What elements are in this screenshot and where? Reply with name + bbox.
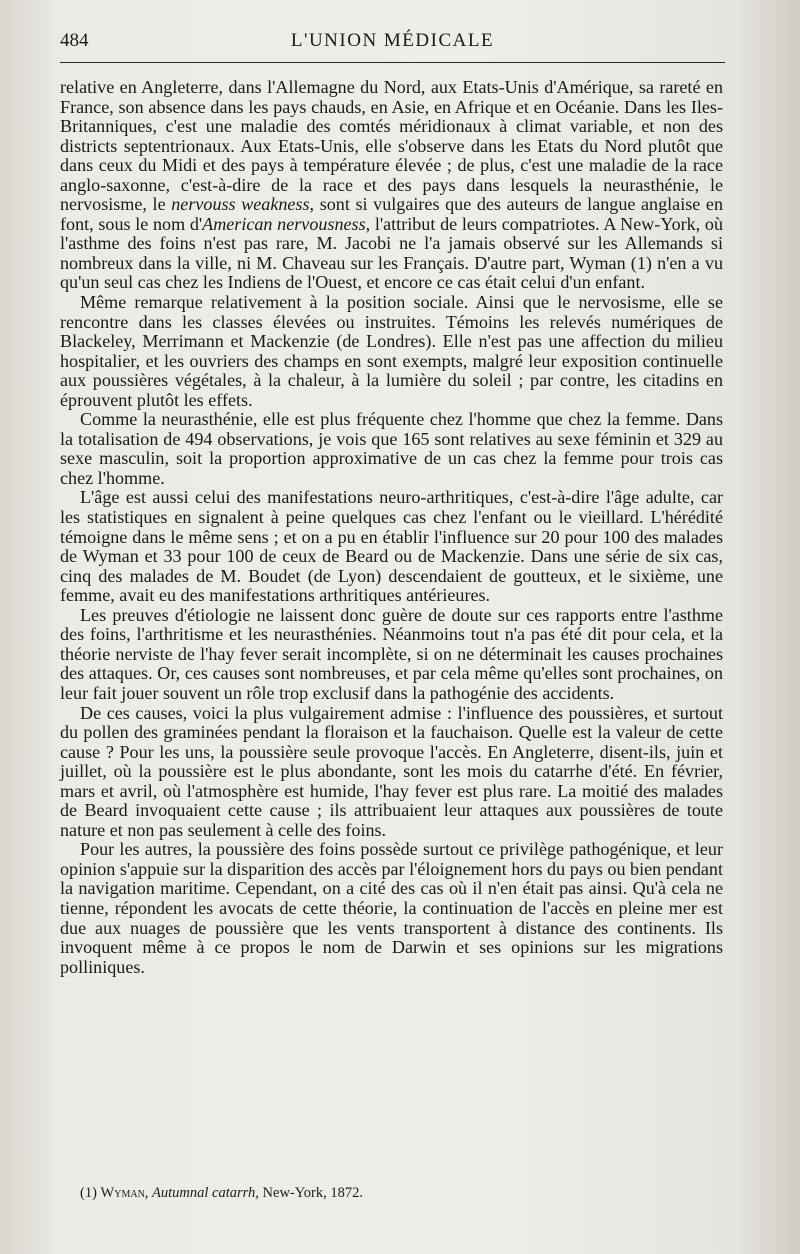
paragraph-2: Même remarque relativement à la position sociale. Ainsi que le nervosisme, elle se rencontre dans les classes élevées ou instruites. Témoins les relevés numériques de Blackeley, Merrimann et Mackenzie (de Londres). Elle n'est pas une affection du milieu hospitalier, et les ouvriers des champs en sont exempts, malgré leur exposition continuelle aux poussières végétales, à la chaleur, à la lumière du soleil ; par contre, les citadins en éprouvent plutôt les effets. <box>60 292 723 410</box>
body-text <box>60 78 723 977</box>
footnote-author: Wyman, <box>100 1185 149 1201</box>
paragraph-1: relative en Angleterre, dans l'Allemagne du Nord, aux Etats-Unis d'Amérique, sa rareté en France, son absence dans les pays chauds, en Asie, en Afrique et en Océanie. Dans les Iles-Britanniques, c'est une maladie des comtés méridionaux à climat variable, et non des districts septentrionaux. Aux Etats-Unis, elle s'observe dans les Etats du Nord plutôt que dans ceux du Midi et des pays à température élevée ; de plus, c'est une maladie de la race anglo-saxonne, c'est-à-dire de la race et des pays dans lesquels la neurasthénie, le nervosisme, le nervouss weakness, sont si vulgaires que des auteurs de langue anglaise en font, sous le nom d'American nervousness, l'attribut de leurs compatriotes. A New-York, où l'asthme des foins n'est pas rare, M. Jacobi ne l'a jamais observé sur les Allemands si nombreux dans la ville, ni M. Chaveau sur les Français. D'autre part, Wyman (1) n'en a vu qu'un seul cas chez les Indiens de l'Ouest, et encore ce cas était celui d'un enfant. <box>60 77 724 293</box>
page-header <box>60 30 725 56</box>
paragraph-4: L'âge est aussi celui des manifestations neuro-arthritiques, c'est-à-dire l'âge adulte, car les statistiques en signalent à peine quelques cas chez l'enfant ou le vieillard. L'hérédité témoigne dans le même sens ; et on a pu en établir l'influence sur 20 pour 100 des malades de Wyman et 33 pour 100 de ceux de Beard ou de Mackenzie. Dans une série de six cas, cinq des malades de M. Boudet (de Lyon) descendaient de goutteux, et le sixième, une femme, avait eu des manifestations arthritiques antérieures. <box>60 487 723 606</box>
paragraph-5: Les preuves d'étiologie ne laissent donc guère de doute sur ces rapports entre l'asthme des foins, l'arthritisme et les neurasthénies. Néanmoins tout n'a pas été dit pour cela, et la théorie nerviste de l'hay fever serait incomplète, si on ne déterminait les causes prochaines des attaques. Or, ces causes sont nombreuses, et par cela même qu'elles sont prochaines, on leur fait jouer souvent un rôle trop exclusif dans la pathogénie des accidents. <box>60 604 723 703</box>
footnote-work: Autumnal catarrh, <box>152 1185 259 1201</box>
paragraph-6: De ces causes, voici la plus vulgairement admise : l'influence des poussières, et surtout du pollen des graminées pendant la floraison et la fauchaison. Quelle est la valeur de cette cause ? Pour les uns, la poussière seule provoque l'accès. En Angleterre, disent-ils, juin et juillet, où la poussière est le plus abondante, sont les mois du catarrhe d'été. En février, mars et avril, où l'atmosphère est humide, l'hay fever est plus rare. La moitié des malades de Beard invoquaient cette cause ; ils attribuaient leur attaques aux poussières de toute nature et non pas seulement à celle des foins. <box>60 702 723 840</box>
footnote-marker: (1) <box>80 1185 97 1201</box>
header-rule <box>60 62 725 63</box>
footnote-place-date: New-York, 1872. <box>262 1185 363 1201</box>
paragraph-7: Pour les autres, la poussière des foins possède surtout ce privilège pathogénique, et leur opinion s'appuie sur la disparition des accès par l'éloignement hors du pays ou bien pendant la navigation maritime. Cependant, on a cité des cas où il n'en était pas ainsi. Qu'à cela ne tienne, répondent les avocats de cette théorie, la continuation de l'accès en pleine mer est due aux nuages de poussière que les vents transportent à distance des continents. Ils invoquent même à ce propos le nom de Darwin et ses opinions sur les migrations polliniques. <box>60 839 723 977</box>
page-number: 484 <box>60 30 89 51</box>
running-title: L'UNION MÉDICALE <box>290 30 495 51</box>
paragraph-3: Comme la neurasthénie, elle est plus fréquente chez l'homme que chez la femme. Dans la totalisation de 494 observations, je vois que 165 sont relatives au sexe féminin et 329 au sexe masculin, soit la proportion approximative de un cas chez la femme pour trois cas chez l'homme. <box>60 409 723 488</box>
footnote <box>80 1184 720 1202</box>
